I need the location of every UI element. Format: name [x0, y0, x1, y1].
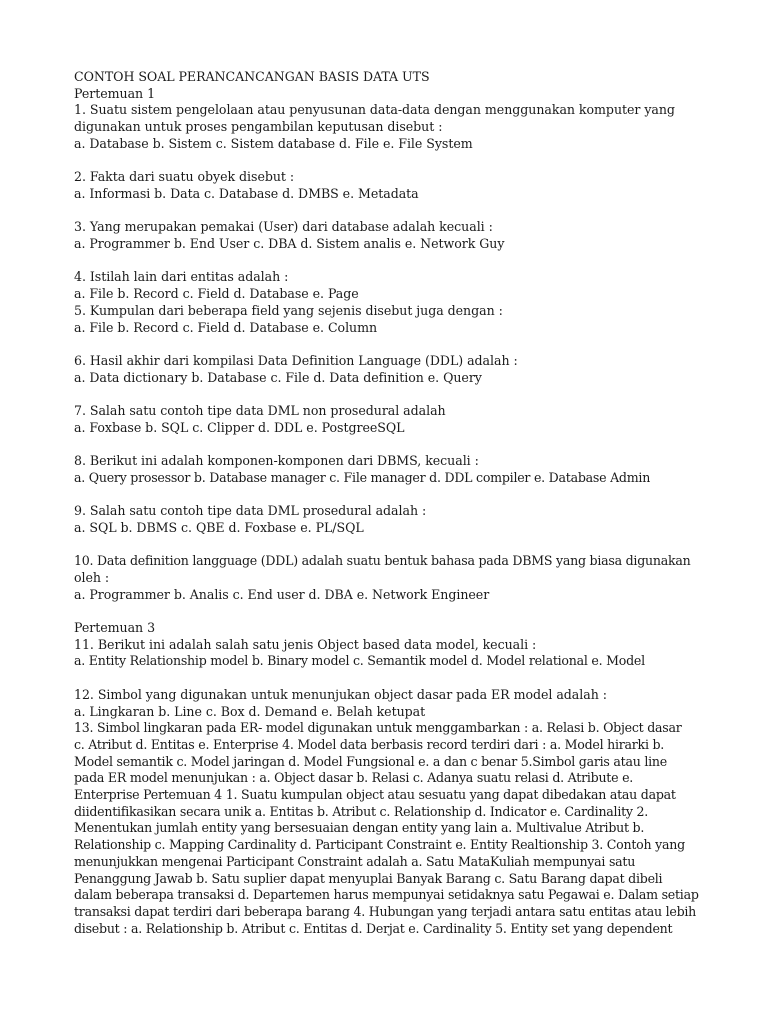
question-4-text: 4. Istilah lain dari entitas adalah :	[74, 269, 289, 285]
question-7-text: 7. Salah satu contoh tipe data DML non prosedural adalah	[74, 402, 446, 418]
paragraph-line: 13. Simbol lingkaran pada ER- model digunakan untuk menggambarkan : a. Relasi b. Object dasar	[74, 720, 682, 736]
question-2-options: a. Informasi b. Data c. Database d. DMBS e. Metadata	[74, 185, 419, 201]
section-heading-pertemuan-3: Pertemuan 3	[74, 620, 156, 636]
paragraph-line: Penanggung Jawab b. Satu suplier dapat menyuplai Banyak Barang c. Satu Barang dapat dibeli	[74, 870, 663, 886]
paragraph-line: dalam beberapa transaksi d. Departemen harus mempunyai setidaknya satu Pegawai e. Dalam setiap	[74, 887, 699, 903]
question-3-options: a. Programmer b. End User c. DBA d. Sistem analis e. Network Guy	[74, 236, 505, 251]
question-9-options: a. SQL b. DBMS c. QBE d. Foxbase e. PL/SQL	[74, 519, 364, 535]
question-7-options: a. Foxbase b. SQL c. Clipper d. DDL e. PostgreeSQL	[74, 419, 405, 435]
question-10-text: 10. Data definition langguage (DDL) adalah suatu bentuk bahasa pada DBMS yang biasa digunakan	[74, 553, 691, 569]
spacer	[74, 253, 714, 270]
question-10-text-cont: oleh :	[74, 569, 110, 585]
spacer	[74, 603, 714, 620]
spacer	[74, 153, 714, 170]
document-page	[74, 69, 714, 937]
spacer	[74, 203, 714, 220]
question-1-text: 1. Suatu sistem pengelolaan atau penyusunan data-data dengan menggunakan komputer yang	[74, 102, 675, 118]
paragraph-line: diidentifikasikan secara unik a. Entitas b. Atribut c. Relationship d. Indicator e. Cardinality 2.	[74, 803, 649, 819]
paragraph-line: Enterprise Pertemuan 4 1. Suatu kumpulan object atau sesuatu yang dapat dibedakan atau dapat	[74, 787, 676, 803]
spacer	[74, 436, 714, 453]
question-12-options: a. Lingkaran b. Line c. Box d. Demand e. Belah ketupat	[74, 703, 426, 719]
question-9-text: 9. Salah satu contoh tipe data DML prosedural adalah :	[74, 503, 427, 519]
paragraph-line: c. Atribut d. Entitas e. Enterprise 4. Model data berbasis record terdiri dari : a. Model hirarki b.	[74, 736, 665, 752]
question-4-options: a. File b. Record c. Field d. Database e. Page	[74, 286, 359, 302]
spacer	[74, 486, 714, 503]
question-1-options: a. Database b. Sistem c. Sistem database d. File e. File System	[74, 135, 473, 151]
question-11-text: 11. Berikut ini adalah salah satu jenis Object based data model, kecuali :	[74, 636, 537, 652]
paragraph-line: Relationship c. Mapping Cardinality d. Participant Constraint e. Entity Realtionship 3. Contoh yang	[74, 837, 685, 853]
question-6-text: 6. Hasil akhir dari kompilasi Data Definition Language (DDL) adalah :	[74, 352, 518, 368]
document-title: CONTOH SOAL PERANCANCANGAN BASIS DATA UTS	[74, 69, 430, 84]
question-5-options: a. File b. Record c. Field d. Database e. Column	[74, 319, 378, 335]
question-3-text: 3. Yang merupakan pemakai (User) dari database adalah kecuali :	[74, 219, 493, 235]
question-8-options: a. Query prosessor b. Database manager c. File manager d. DDL compiler e. Database Admin	[74, 469, 651, 485]
spacer	[74, 537, 714, 554]
question-8-text: 8. Berikut ini adalah komponen-komponen dari DBMS, kecuali :	[74, 453, 479, 469]
question-11-options: a. Entity Relationship model b. Binary model c. Semantik model d. Model relational e. Model	[74, 653, 645, 669]
paragraph-line: Menentukan jumlah entity yang bersesuaian dengan entity yang lain a. Multivalue Atribut b.	[74, 820, 645, 836]
paragraph-line: menunjukkan mengenai Participant Constraint adalah a. Satu MataKuliah mempunyai satu	[74, 853, 636, 869]
question-5-text: 5. Kumpulan dari beberapa field yang sejenis disebut juga dengan :	[74, 302, 503, 318]
question-1-text-cont: digunakan untuk proses pengambilan keputusan disebut :	[74, 119, 443, 135]
paragraph-line: transaksi dapat terdiri dari beberapa barang 4. Hubungan yang terjadi antara satu entitas atau lebih	[74, 904, 697, 919]
question-10-options: a. Programmer b. Analis c. End user d. DBA e. Network Engineer	[74, 586, 490, 602]
paragraph-line: Model semantik c. Model jaringan d. Model Fungsional e. a dan c benar 5.Simbol garis atau line	[74, 753, 667, 769]
section-heading-pertemuan-1: Pertemuan 1	[74, 85, 156, 101]
spacer	[74, 386, 714, 403]
spacer	[74, 336, 714, 353]
paragraph-line: disebut : a. Relationship b. Atribut c. Entitas d. Derjat e. Cardinality 5. Entity set yang dependent	[74, 920, 673, 936]
question-2-text: 2. Fakta dari suatu obyek disebut :	[74, 169, 295, 185]
question-6-options: a. Data dictionary b. Database c. File d. Data definition e. Query	[74, 369, 482, 385]
question-12-text: 12. Simbol yang digunakan untuk menunjukan object dasar pada ER model adalah :	[74, 686, 607, 702]
paragraph-line: pada ER model menunjukan : a. Object dasar b. Relasi c. Adanya suatu relasi d. Atribute e.	[74, 770, 634, 786]
spacer	[74, 670, 714, 687]
